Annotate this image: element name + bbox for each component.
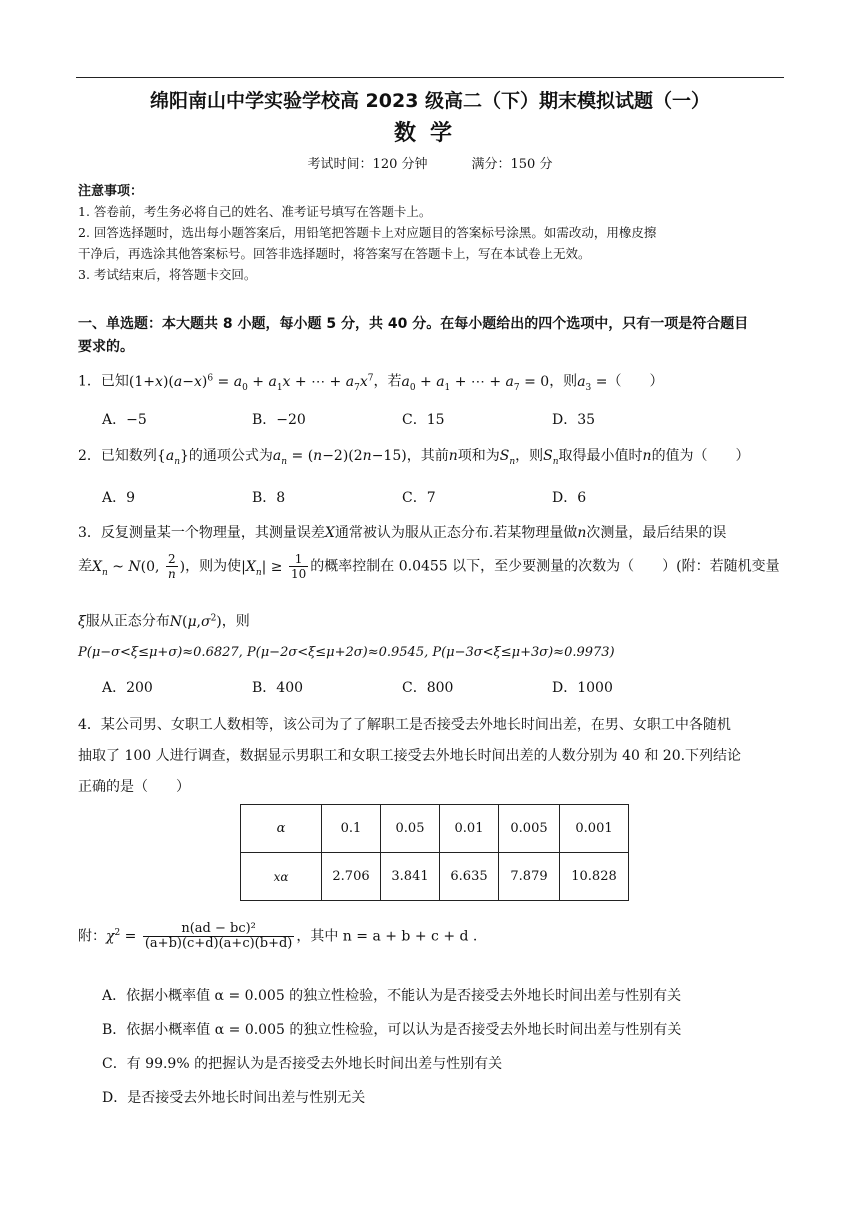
table-cell: 3.841 (381, 853, 440, 901)
table-cell: 0.01 (440, 805, 499, 853)
table-cell: 10.828 (560, 853, 629, 901)
option-d[interactable]: D．1000 (552, 680, 613, 696)
exam-time: 考试时间：120 分钟 (307, 157, 428, 172)
q3-options (102, 677, 702, 697)
question-1: 1．已知$(1+x)(a-x)^6 = a_0 + a_1x$ + ⋯ + $a_7x^7$，若$a_0 + a_1$ + ⋯ + $a_7 = 0$，则$a_3$ =（ ） (78, 373, 664, 393)
question-3-line-1: 3．反复测量某一个物理量，其测量误差X通常被认为服从正态分布.若某物理量做n次测量，最后结果的误 (78, 525, 727, 541)
option-d[interactable]: D．是否接受去外地长时间出差与性别无关 (102, 1090, 366, 1106)
chi-square-formula: 附：$\chi^2$ = $\frac{\text{n(ad − bc)²}}{(a+b)(c+d)(a+c)(b+d)}$ ，其中 n = a + b + c + d . (78, 921, 478, 951)
q1-expression: $(1+x)(a-x)^6 = a_0 + a_1x$ + ⋯ + $a_7x^7$ (128, 373, 374, 393)
table-cell: 0.1 (322, 805, 381, 853)
q1-options (102, 409, 702, 429)
q2-options (102, 487, 702, 507)
option-b[interactable]: B．400 (252, 680, 304, 696)
option-b[interactable]: B．−20 (252, 412, 306, 428)
table-cell: 6.635 (440, 853, 499, 901)
option-a[interactable]: A．200 (102, 680, 153, 696)
table-header-cell: α (241, 805, 322, 853)
question-4-line-2: 抽取了 100 人进行调查，数据显示男职工和女职工接受去外地长时间出差的人数分别为 40 和 20.下列结论 (78, 748, 742, 764)
critical-value-table (240, 804, 629, 901)
exam-title: 绵阳南山中学实验学校高 2023 级高二（下）期末模拟试题（一） (149, 90, 711, 112)
notice-item: 3. 考试结束后，将答题卡交回。 (78, 267, 257, 282)
option-a[interactable]: A．9 (102, 490, 136, 506)
question-2: 2．已知数列$\{a_n\}$的通项公式为$a_n = (n-2)(2n-15)$，其前n项和为$S_n$，则$S_n$取得最小值时n的值为（ ） (78, 448, 750, 467)
option-d[interactable]: D．6 (552, 490, 587, 506)
table-cell: 0.001 (560, 805, 629, 853)
option-a[interactable]: A．依据小概率值 α = 0.005 的独立性检验，不能认为是否接受去外地长时间出差与性别有关 (102, 988, 682, 1004)
notice-item: 1. 答卷前，考生务必将自己的姓名、准考证号填写在答题卡上。 (78, 204, 432, 219)
q1-condition: $a_0 + a_1$ + ⋯ + $a_7 = 0$ (401, 373, 550, 393)
option-c[interactable]: C．有 99.9% 的把握认为是否接受去外地长时间出差与性别有关 (102, 1056, 503, 1072)
option-c[interactable]: C．800 (402, 680, 454, 696)
exam-meta (0, 153, 860, 172)
exam-subject: 数学 (393, 121, 466, 146)
option-b[interactable]: B．8 (252, 490, 286, 506)
section-heading (78, 313, 784, 359)
option-c[interactable]: C．15 (402, 412, 445, 428)
option-d[interactable]: D．35 (552, 412, 596, 428)
question-3-line-3: ξ服从正态分布$N(\mu,\sigma^2)$，则 (78, 613, 250, 630)
option-c[interactable]: C．7 (402, 490, 436, 506)
q1-target: $a_3$ = (577, 373, 608, 393)
question-3-formula: P(μ−σ<ξ≤μ+σ)≈0.6827, P(μ−2σ<ξ≤μ+2σ)≈0.9545, P(μ−3σ<ξ≤μ+3σ)≈0.9973) (78, 645, 615, 660)
notice-item: 2. 回答选择题时，选出每小题答案后，用铅笔把答题卡上对应题目的答案标号涂黑。如需改动，用橡皮擦 (78, 225, 657, 240)
question-3-line-2: 差$X_n$ ~ N(0, $\frac{2}{n}$ )，则为使$|X_n|$ ≥ $\frac{1}{10}$ 的概率控制在 0.0455 以下，至少要测量的次数为（ ）(附：若随机变量 (78, 552, 780, 581)
table-cell: 2.706 (322, 853, 381, 901)
option-a[interactable]: A．−5 (102, 412, 147, 428)
notice-item: 干净后，再选涂其他答案标号。回答非选择题时，将答案写在答题卡上，写在本试卷上无效。 (78, 246, 591, 261)
table-header-cell: xα (241, 853, 322, 901)
question-4-line-3: 正确的是（ ） (78, 779, 190, 795)
table-cell: 0.005 (499, 805, 560, 853)
table-cell: 7.879 (499, 853, 560, 901)
full-score: 满分：150 分 (471, 157, 553, 172)
table-row (241, 805, 629, 853)
section-heading-line: 一、单选题：本大题共 8 小题，每小题 5 分，共 40 分。在每小题给出的四个选项中，只有一项是符合题目 (78, 316, 749, 332)
table-cell: 0.05 (381, 805, 440, 853)
option-b[interactable]: B．依据小概率值 α = 0.005 的独立性检验，可以认为是否接受去外地长时间出差与性别有关 (102, 1022, 682, 1038)
notice-title: 注意事项： (78, 184, 144, 199)
question-4-line-1: 4．某公司男、女职工人数相等，该公司为了了解职工是否接受去外地长时间出差，在男、女职工中各随机 (78, 717, 731, 733)
header-rule (76, 77, 784, 78)
section-heading-line: 要求的。 (78, 339, 134, 355)
table-row (241, 853, 629, 901)
